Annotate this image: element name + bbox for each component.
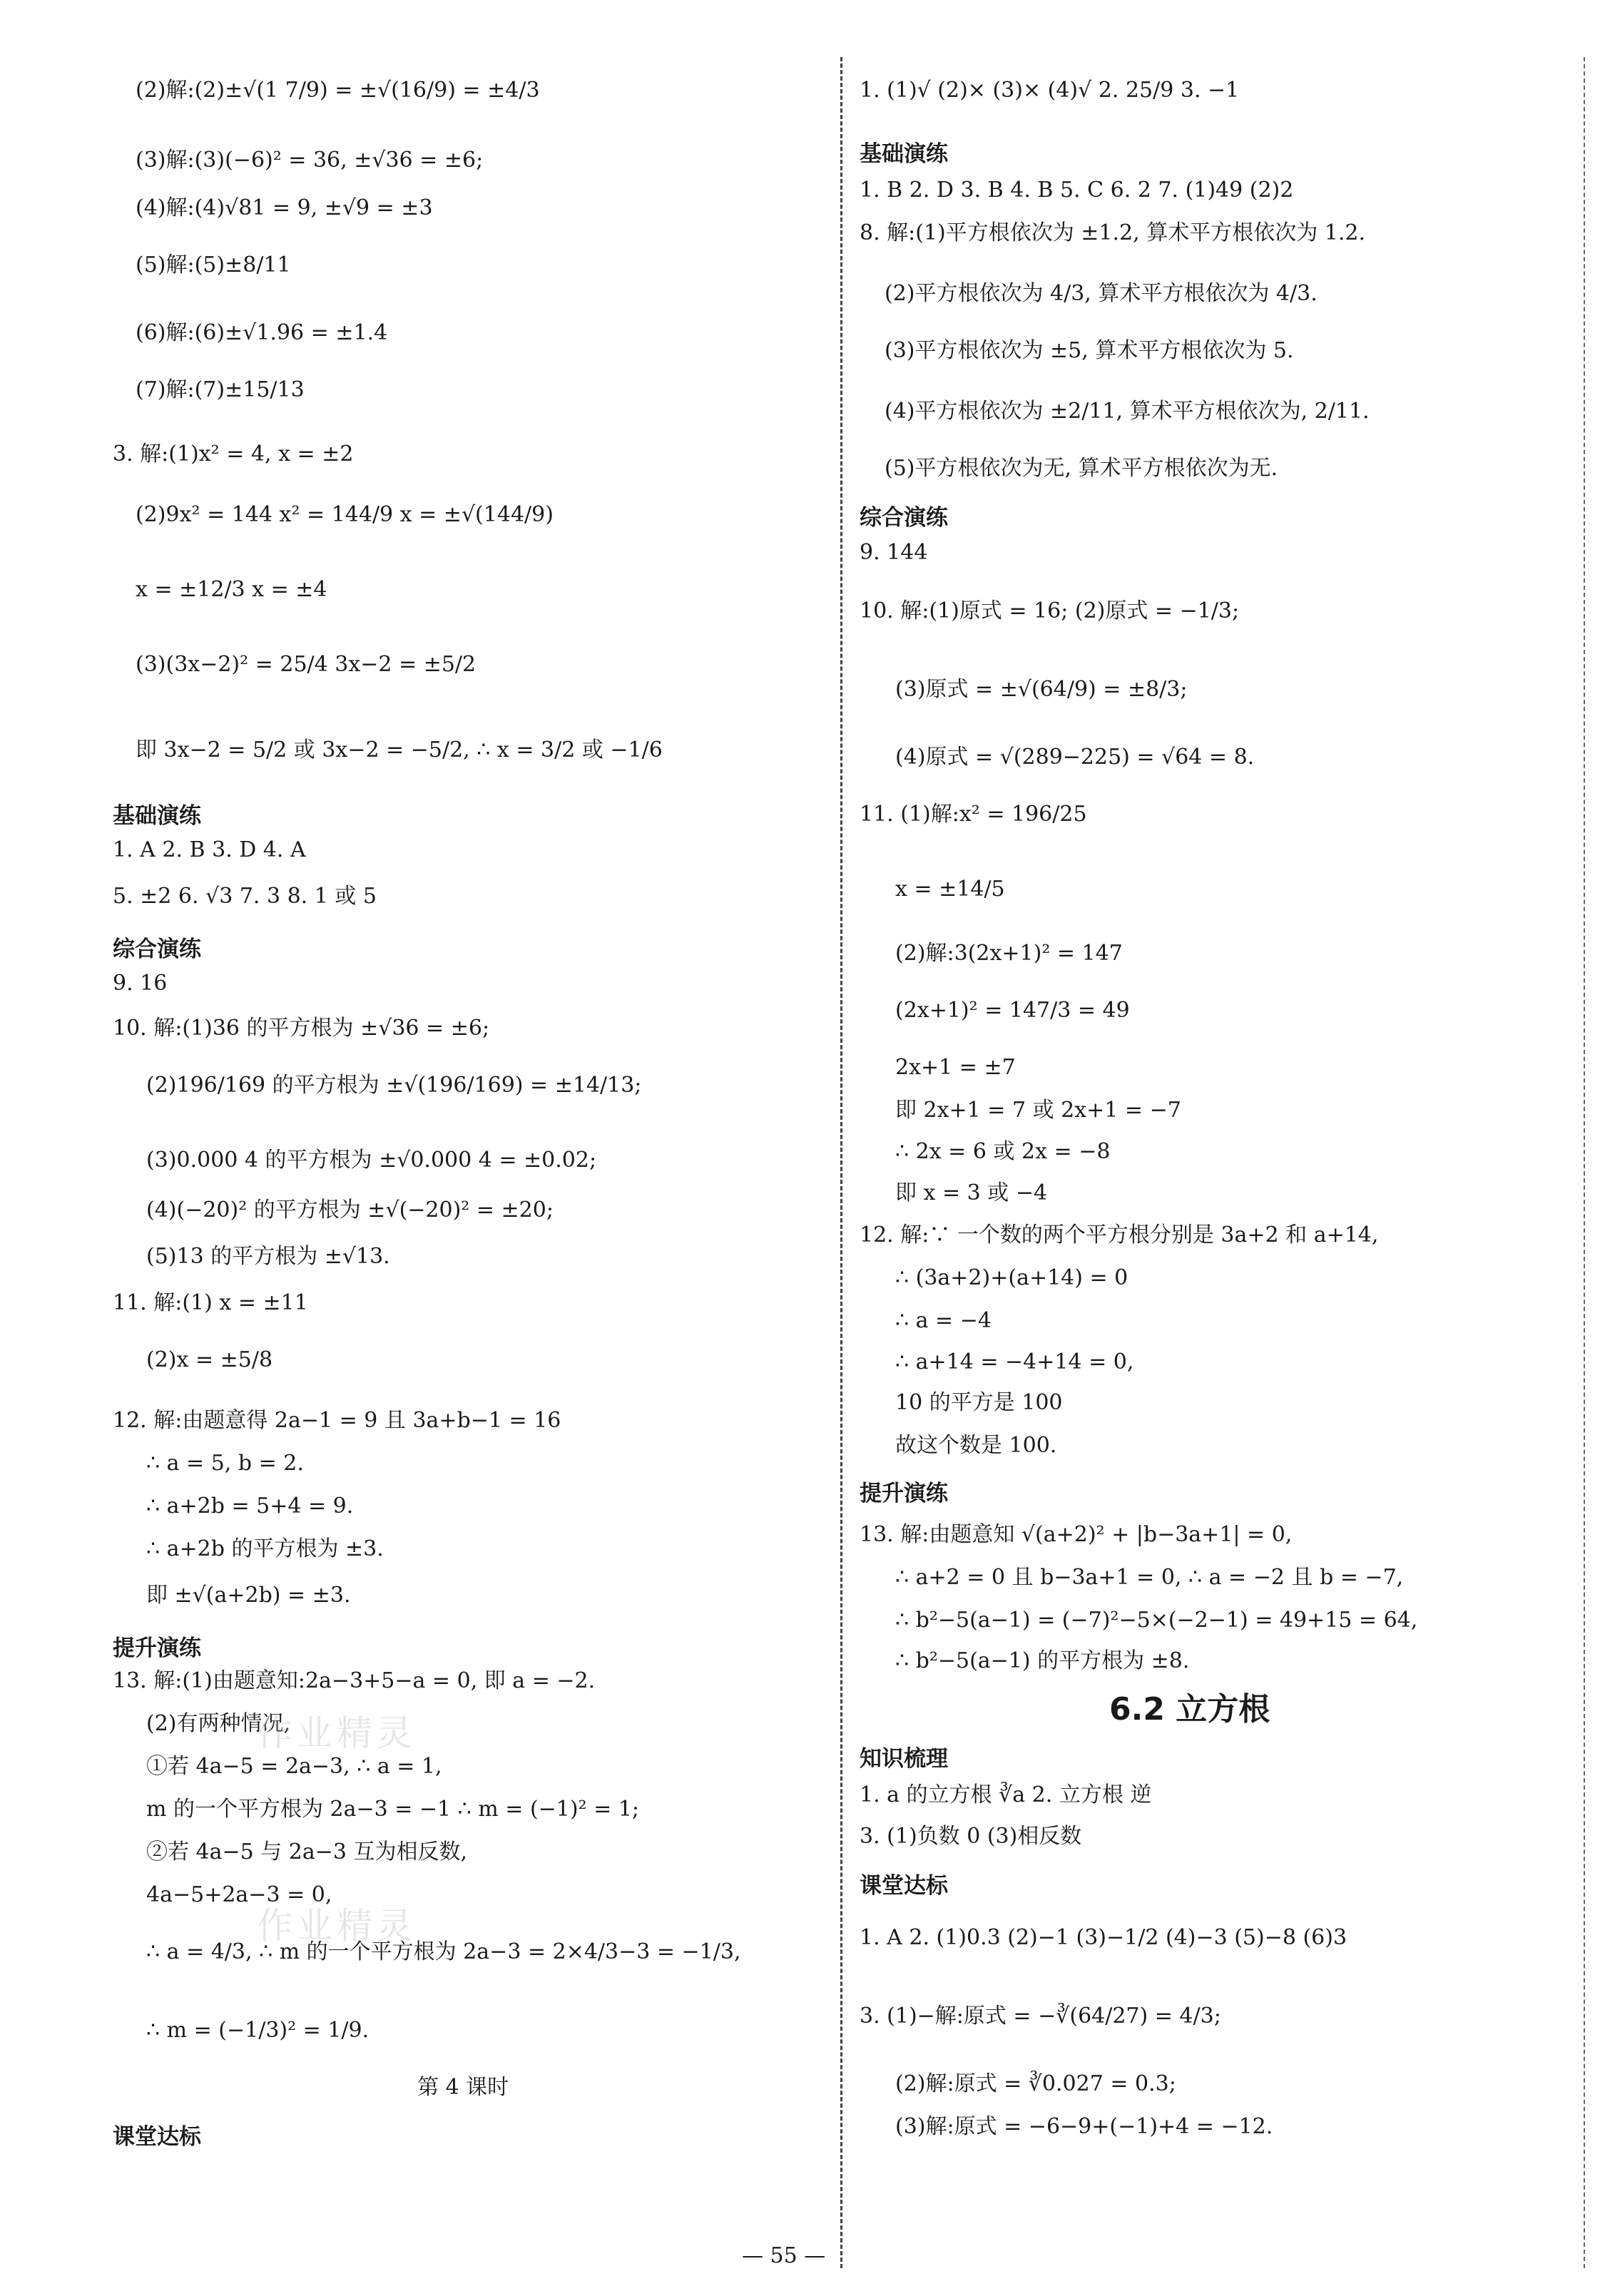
section-title: 6.2 立方根 <box>1109 1691 1270 1728</box>
answer-line: 4a−5+2a−3 = 0, <box>146 1882 332 1907</box>
column-divider <box>840 57 842 2268</box>
answer-line: (3)解:(3)(−6)² = 36, ±√36 = ±6; <box>136 148 484 173</box>
answer-line: x = ±12/3 x = ±4 <box>136 577 327 602</box>
answer-line: 2x+1 = ±7 <box>895 1055 1016 1080</box>
answer-line: (2)平方根依次为 4/3, 算术平方根依次为 4/3. <box>885 281 1318 306</box>
answer-line: 1. A 2. (1)0.3 (2)−1 (3)−1/2 (4)−3 (5)−8 (6)3 <box>860 1925 1347 1950</box>
section-heading: 提升演练 <box>113 1636 201 1661</box>
answer-line: ∴ (3a+2)+(a+14) = 0 <box>895 1265 1128 1290</box>
answer-line: (2)有两种情况, <box>146 1711 291 1736</box>
watermark: 作业精灵 <box>257 1713 417 1754</box>
answer-line: 12. 解:∵ 一个数的两个平方根分别是 3a+2 和 a+14, <box>860 1223 1379 1248</box>
answer-line: ∴ m = (−1/3)² = 1/9. <box>146 2018 370 2043</box>
answer-line: 10 的平方是 100 <box>895 1390 1063 1415</box>
answer-line: 1. (1)√ (2)× (3)× (4)√ 2. 25/9 3. −1 <box>860 78 1240 103</box>
answer-line: ∴ a = −4 <box>895 1308 992 1333</box>
answer-line: m 的一个平方根为 2a−3 = −1 ∴ m = (−1)² = 1; <box>146 1797 640 1822</box>
answer-line: 即 x = 3 或 −4 <box>895 1180 1048 1205</box>
answer-line: ∴ a+14 = −4+14 = 0, <box>895 1349 1134 1374</box>
answer-line: (2x+1)² = 147/3 = 49 <box>895 998 1130 1023</box>
answer-line: ∴ a+2b = 5+4 = 9. <box>146 1494 354 1519</box>
answer-line: (2)解:原式 = ∛0.027 = 0.3; <box>895 2071 1176 2096</box>
section-heading: 知识梳理 <box>860 1746 948 1772</box>
answer-line: 12. 解:由题意得 2a−1 = 9 且 3a+b−1 = 16 <box>113 1408 561 1433</box>
answer-line: 11. 解:(1) x = ±11 <box>113 1290 308 1315</box>
answer-line: (4)原式 = √(289−225) = √64 = 8. <box>895 745 1255 770</box>
lesson-label: 第 4 课时 <box>417 2075 509 2100</box>
answer-line: (3)0.000 4 的平方根为 ±√0.000 4 = ±0.02; <box>146 1148 597 1173</box>
section-heading: 课堂达标 <box>113 2124 201 2150</box>
answer-line: ∴ a+2b 的平方根为 ±3. <box>146 1536 384 1561</box>
answer-line: (4)(−20)² 的平方根为 ±√(−20)² = ±20; <box>146 1198 554 1223</box>
answer-line: 3. (1)负数 0 (3)相反数 <box>860 1824 1082 1849</box>
answer-line: ②若 4a−5 与 2a−3 互为相反数, <box>146 1840 468 1864</box>
answer-line: 5. ±2 6. √3 7. 3 8. 1 或 5 <box>113 884 377 909</box>
answer-line: (3)平方根依次为 ±5, 算术平方根依次为 5. <box>885 338 1294 363</box>
answer-line: (2)x = ±5/8 <box>146 1347 273 1372</box>
answer-line: x = ±14/5 <box>895 877 1005 902</box>
answer-line: ①若 4a−5 = 2a−3, ∴ a = 1, <box>146 1754 442 1779</box>
answer-line: (7)解:(7)±15/13 <box>136 377 305 402</box>
page-number: — 55 — <box>742 2243 826 2268</box>
page-edge-line <box>1584 57 1585 2268</box>
answer-line: (5)解:(5)±8/11 <box>136 252 291 277</box>
answer-line: 故这个数是 100. <box>895 1433 1057 1458</box>
answer-line: ∴ 2x = 6 或 2x = −8 <box>895 1139 1111 1164</box>
answer-line: (3)解:原式 = −6−9+(−1)+4 = −12. <box>895 2114 1273 2139</box>
answer-line: 即 2x+1 = 7 或 2x+1 = −7 <box>895 1098 1181 1123</box>
answer-line: 9. 144 <box>860 540 928 565</box>
answer-line: (4)平方根依次为 ±2/11, 算术平方根依次为, 2/11. <box>885 399 1370 424</box>
answer-line: (2)解:(2)±√(1 7/9) = ±√(16/9) = ±4/3 <box>136 78 540 103</box>
answer-line: (2)196/169 的平方根为 ±√(196/169) = ±14/13; <box>146 1073 642 1098</box>
answer-line: 10. 解:(1)36 的平方根为 ±√36 = ±6; <box>113 1016 490 1041</box>
watermark: 作业精灵 <box>257 1905 417 1947</box>
answer-line: ∴ a = 4/3, ∴ m 的一个平方根为 2a−3 = 2×4/3−3 = −1/3, <box>146 1939 741 1964</box>
answer-line: 9. 16 <box>113 971 168 996</box>
section-heading: 提升演练 <box>860 1481 948 1506</box>
answer-line: 3. (1)−解:原式 = −∛(64/27) = 4/3; <box>860 2004 1221 2029</box>
answer-line: ∴ b²−5(a−1) 的平方根为 ±8. <box>895 1648 1190 1673</box>
answer-line: 1. a 的立方根 ∛a 2. 立方根 逆 <box>860 1782 1152 1807</box>
answer-line: (4)解:(4)√81 = 9, ±√9 = ±3 <box>136 195 433 220</box>
section-heading: 综合演练 <box>113 937 201 962</box>
section-heading: 基础演练 <box>113 803 201 829</box>
answer-line: 1. A 2. B 3. D 4. A <box>113 837 306 862</box>
answer-line: 11. (1)解:x² = 196/25 <box>860 802 1087 827</box>
answer-line: (2)9x² = 144 x² = 144/9 x = ±√(144/9) <box>136 502 554 527</box>
answer-line: 10. 解:(1)原式 = 16; (2)原式 = −1/3; <box>860 598 1240 623</box>
answer-line: 13. 解:由题意知 √(a+2)² + |b−3a+1| = 0, <box>860 1522 1293 1547</box>
answer-line: ∴ a = 5, b = 2. <box>146 1451 304 1476</box>
answer-line: (5)平方根依次为无, 算术平方根依次为无. <box>885 456 1278 481</box>
section-heading: 基础演练 <box>860 141 948 167</box>
answer-line: 1. B 2. D 3. B 4. B 5. C 6. 2 7. (1)49 (2)2 <box>860 178 1294 203</box>
answer-line: 13. 解:(1)由题意知:2a−3+5−a = 0, 即 a = −2. <box>113 1668 596 1693</box>
answer-line: (5)13 的平方根为 ±√13. <box>146 1244 390 1269</box>
answer-line: 即 3x−2 = 5/2 或 3x−2 = −5/2, ∴ x = 3/2 或 −1/6 <box>136 738 663 762</box>
answer-line: (6)解:(6)±√1.96 = ±1.4 <box>136 320 388 345</box>
answer-line: ∴ a+2 = 0 且 b−3a+1 = 0, ∴ a = −2 且 b = −7, <box>895 1565 1404 1590</box>
section-heading: 综合演练 <box>860 505 948 531</box>
answer-line: (3)(3x−2)² = 25/4 3x−2 = ±5/2 <box>136 652 477 677</box>
answer-line: (2)解:3(2x+1)² = 147 <box>895 941 1123 966</box>
answer-line: (3)原式 = ±√(64/9) = ±8/3; <box>895 677 1188 702</box>
answer-line: 3. 解:(1)x² = 4, x = ±2 <box>113 442 354 466</box>
answer-line: 8. 解:(1)平方根依次为 ±1.2, 算术平方根依次为 1.2. <box>860 220 1365 245</box>
section-heading: 课堂达标 <box>860 1873 948 1899</box>
answer-line: 即 ±√(a+2b) = ±3. <box>146 1583 351 1608</box>
answer-line: ∴ b²−5(a−1) = (−7)²−5×(−2−1) = 49+15 = 64, <box>895 1608 1418 1633</box>
